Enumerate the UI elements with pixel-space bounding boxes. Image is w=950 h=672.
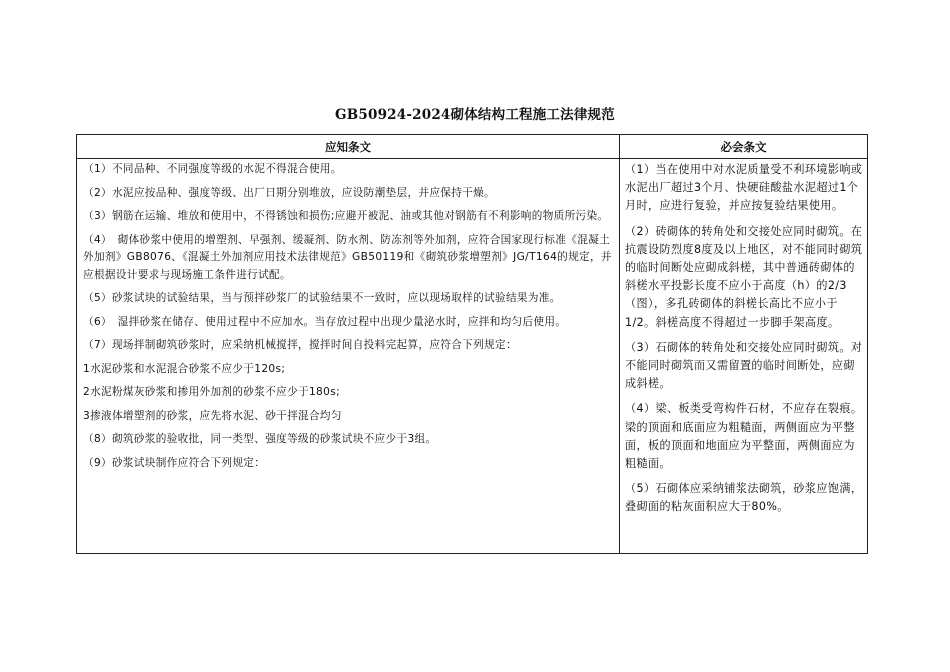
clause-item: （6） 湿拌砂浆在储存、使用过程中不应加水。当存放过程中出现少量泌水时，应拌和均匀后使用。 (83, 315, 567, 328)
column-header-should-know: 应知条文 (77, 135, 620, 159)
clause-item: （2）水泥应按品种、强度等级、出厂日期分别堆放，应设防潮垫层，并应保持干燥。 (83, 186, 496, 199)
sub-clause-item: 2水泥粉煤灰砂浆和掺用外加剂的砂浆不应少于180s; (83, 386, 341, 398)
sub-clause-item: 1水泥砂浆和水泥混合砂浆不应少于120s; (83, 362, 286, 375)
clause-item: （3）钢筋在运输、堆放和使用中，不得锈蚀和损伤;应避开被泥、油或其他对钢筋有不利影响的物质所污染。 (83, 210, 609, 222)
clause-item: （4）梁、板类受弯构件石材，不应存在裂痕。梁的顶面和底面应为粗糙面，两侧面应为平整面，板的顶面和地面应为平整面，两侧面应为粗糙面。 (625, 402, 863, 471)
clause-item: （1）当在使用中对水泥质量受不利环境影响或水泥出厂超过3个月、快硬硅酸盐水泥超过1个月时，应进行复验，并应按复验结果使用。 (625, 163, 863, 213)
clause-item: （3）石砌体的转角处和交接处应同时砌筑。对不能同时砌筑而又需留置的临时间断处，应砌成斜槎。 (625, 340, 863, 391)
clause-item: （2）砖砌体的转角处和交接处应同时砌筑。在抗震设防烈度8度及以上地区，对不能同时砌筑的临时间断处应砌成斜槎，其中普通砖砌体的斜槎水平投影长度不应小于高度（h）的2/3（图），多孔砖砌体的斜槎长高比不应小于1/2。斜槎高度不得超过一步脚手架高度。 (625, 224, 863, 329)
clause-item: （8）砌筑砂浆的验收批，同一类型、强度等级的砂浆试块不应少于3组。 (83, 433, 437, 445)
column-header-must-master: 必会条文 (620, 135, 867, 159)
law-table (76, 134, 868, 554)
sub-clause-item: 3掺液体增塑剂的砂浆，应先将水泥、砂干拌混合均匀 (83, 409, 342, 422)
clause-item: （9）砂浆试块制作应符合下列规定： (83, 456, 266, 469)
clause-item: （4） 砌体砂浆中使用的增塑剂、早强剂、缓凝剂、防水剂、防冻剂等外加剂，应符合国家现行标准《混凝土外加剂》GB8076、《混凝土外加剂应用技术法律规范》GB50119和《砌筑砂浆增塑剂》JG/T164的规定，并应根据设计要求与现场施工条件进行试配。 (83, 233, 612, 281)
clause-item: （7）现场拌制砌筑砂浆时，应采纳机械搅拌，搅拌时间自投料完起算，应符合下列规定： (83, 339, 517, 351)
should-know-column (77, 159, 620, 553)
clause-item: （5）砂浆试块的试验结果，当与预拌砂浆厂的试验结果不一致时，应以现场取样的试验结果为准。 (83, 292, 561, 304)
document-title: GB50924-2024砌体结构工程施工法律规范 (335, 107, 615, 123)
clause-item: （5）石砌体应采纳铺浆法砌筑，砂浆应饱满，叠砌面的粘灰面积应大于80%。 (625, 482, 863, 514)
must-master-column (620, 159, 867, 553)
clause-item: （1）不同品种、不同强度等级的水泥不得混合使用。 (83, 163, 342, 175)
